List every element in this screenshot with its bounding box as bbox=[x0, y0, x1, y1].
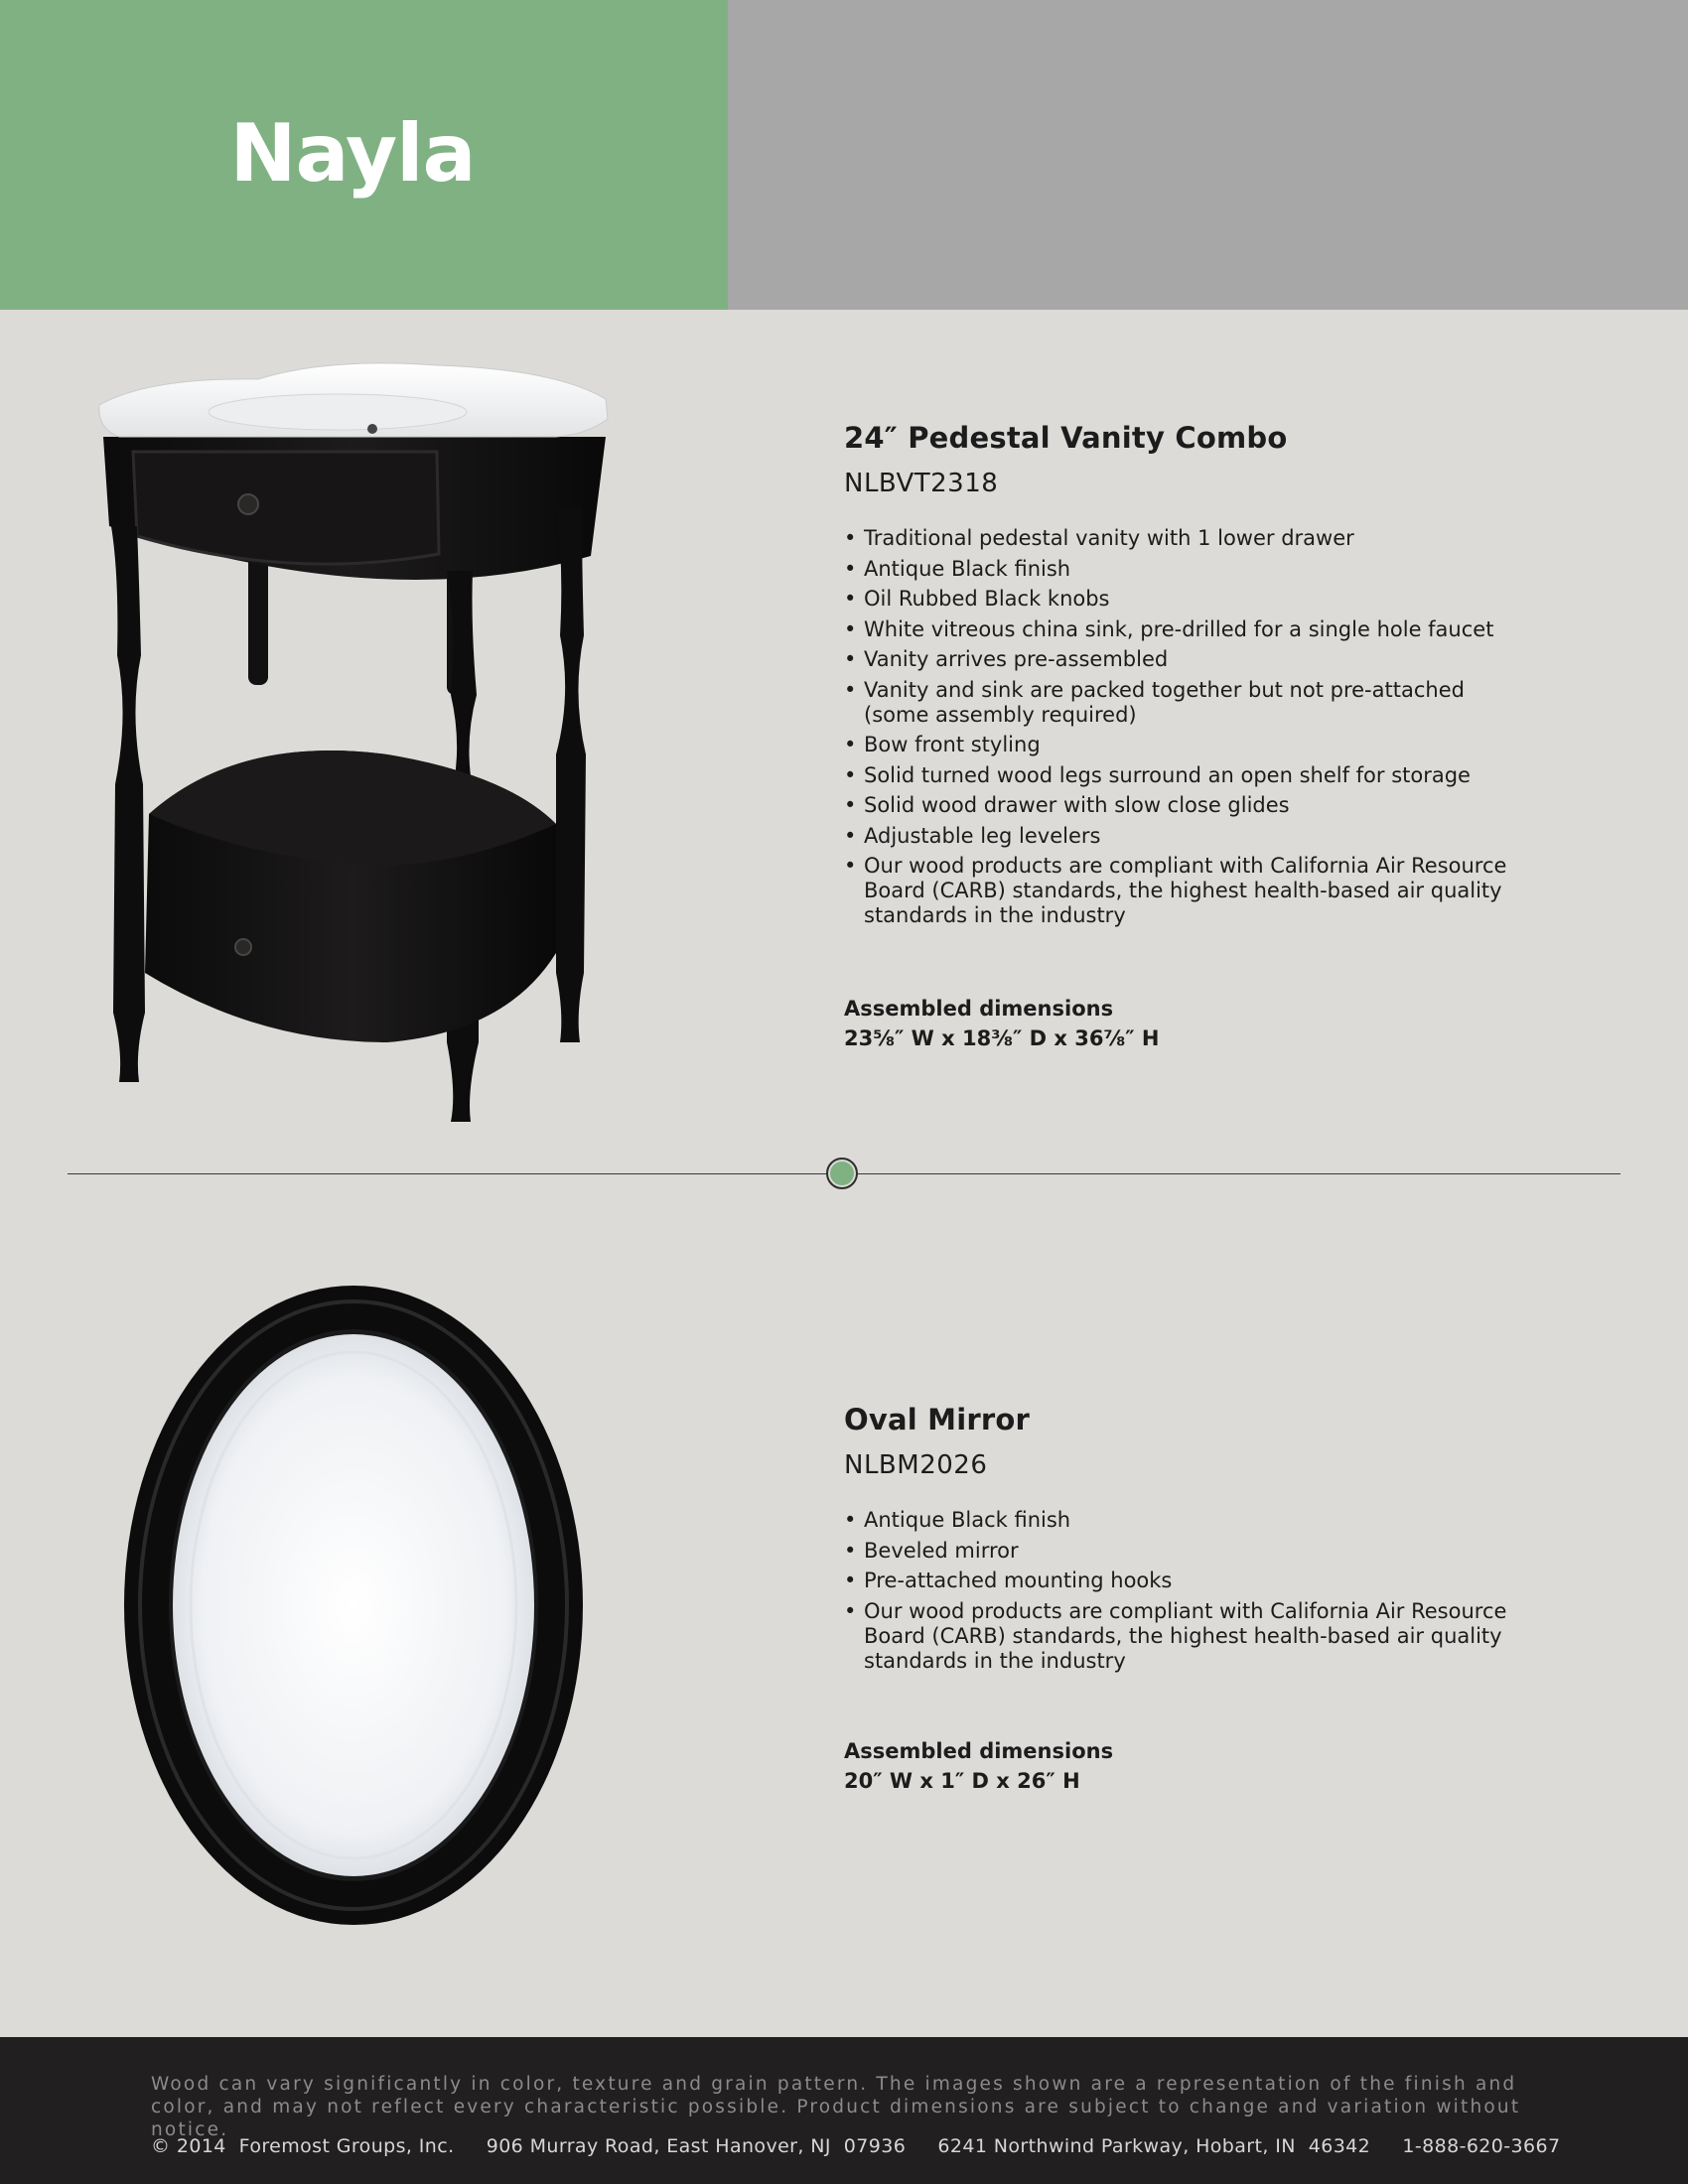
feature-item: • Solid turned wood legs surround an open shelf for storage bbox=[844, 762, 1471, 787]
feature-item: • Solid wood drawer with slow close glides bbox=[844, 793, 1290, 817]
vanity-details bbox=[844, 421, 1559, 1050]
feature-list bbox=[844, 526, 1559, 928]
feature-item: • Adjustable leg levelers bbox=[844, 823, 1101, 848]
bullet-icon: • bbox=[844, 677, 857, 702]
feature-item: • Vanity and sink are packed together but not pre-attached (some assembly required) bbox=[844, 677, 1465, 727]
feature-item: • Oil Rubbed Black knobs bbox=[844, 587, 1110, 611]
bullet-icon: • bbox=[844, 556, 857, 581]
feature-list bbox=[844, 1508, 1559, 1674]
dimensions-block bbox=[844, 997, 1159, 1050]
feature-item: • Bow front styling bbox=[844, 733, 1041, 756]
oval-mirror-image bbox=[117, 1281, 594, 1926]
bullet-icon: • bbox=[844, 854, 857, 878]
feature-item: • Vanity arrives pre-assembled bbox=[844, 647, 1169, 671]
bullet-icon: • bbox=[844, 1598, 857, 1623]
feature-item: • Our wood products are compliant with California Air Resource Board (CARB) standards, the highest health-based air quality standards in the industry bbox=[844, 854, 1507, 927]
dimensions-value: 23⅝″ W x 18⅜″ D x 36⅞″ H bbox=[844, 1026, 1160, 1050]
bullet-icon: • bbox=[844, 793, 857, 817]
product-title: 24″ Pedestal Vanity Combo bbox=[844, 421, 1288, 455]
bullet-icon: • bbox=[844, 526, 857, 550]
product-sku: NLBM2026 bbox=[844, 1450, 988, 1480]
feature-item: • Our wood products are compliant with California Air Resource Board (CARB) standards, the highest health-based air quality standards in the industry bbox=[844, 1598, 1507, 1673]
feature-item: • White vitreous china sink, pre-drilled for a single hole faucet bbox=[844, 616, 1494, 641]
header-gray-panel bbox=[728, 0, 1688, 310]
bullet-icon: • bbox=[844, 1508, 857, 1532]
feature-item: • Pre-attached mounting hooks bbox=[844, 1569, 1173, 1592]
dimensions-value: 20″ W x 1″ D x 26″ H bbox=[844, 1769, 1080, 1793]
product-title: Oval Mirror bbox=[844, 1403, 1030, 1436]
dimensions-heading: Assembled dimensions bbox=[844, 997, 1114, 1021]
collection-title: Nayla bbox=[229, 107, 476, 200]
feature-item: • Antique Black finish bbox=[844, 556, 1071, 581]
footer-disclaimer: Wood can vary significantly in color, texture and grain pattern. The images shown are a representation of the finish and color, and may not reflect every characteristic possible. Product dimensions are subject to change and variation without notice. bbox=[151, 2074, 1521, 2140]
divider-dot-icon bbox=[826, 1158, 858, 1189]
bullet-icon: • bbox=[844, 1538, 857, 1563]
bullet-icon: • bbox=[844, 762, 857, 787]
bullet-icon: • bbox=[844, 616, 857, 641]
bullet-icon: • bbox=[844, 823, 857, 848]
pedestal-vanity-image bbox=[89, 357, 616, 1132]
product-sku: NLBVT2318 bbox=[844, 469, 999, 498]
bullet-icon: • bbox=[844, 587, 857, 611]
bullet-icon: • bbox=[844, 1569, 857, 1592]
bullet-icon: • bbox=[844, 647, 857, 671]
feature-item: • Beveled mirror bbox=[844, 1538, 1019, 1563]
bullet-icon: • bbox=[844, 733, 857, 756]
footer-contact: © 2014 Foremost Groups, Inc. 906 Murray Road, East Hanover, NJ 07936 6241 Northwind Parkway, Hobart, IN 46342 1-888-620-3667 bbox=[151, 2135, 1561, 2157]
dimensions-heading: Assembled dimensions bbox=[844, 1739, 1114, 1763]
mirror-details bbox=[844, 1403, 1559, 1793]
dimensions-block bbox=[844, 1739, 1113, 1793]
feature-item: • Antique Black finish bbox=[844, 1508, 1071, 1532]
feature-item: • Traditional pedestal vanity with 1 lower drawer bbox=[844, 526, 1354, 550]
